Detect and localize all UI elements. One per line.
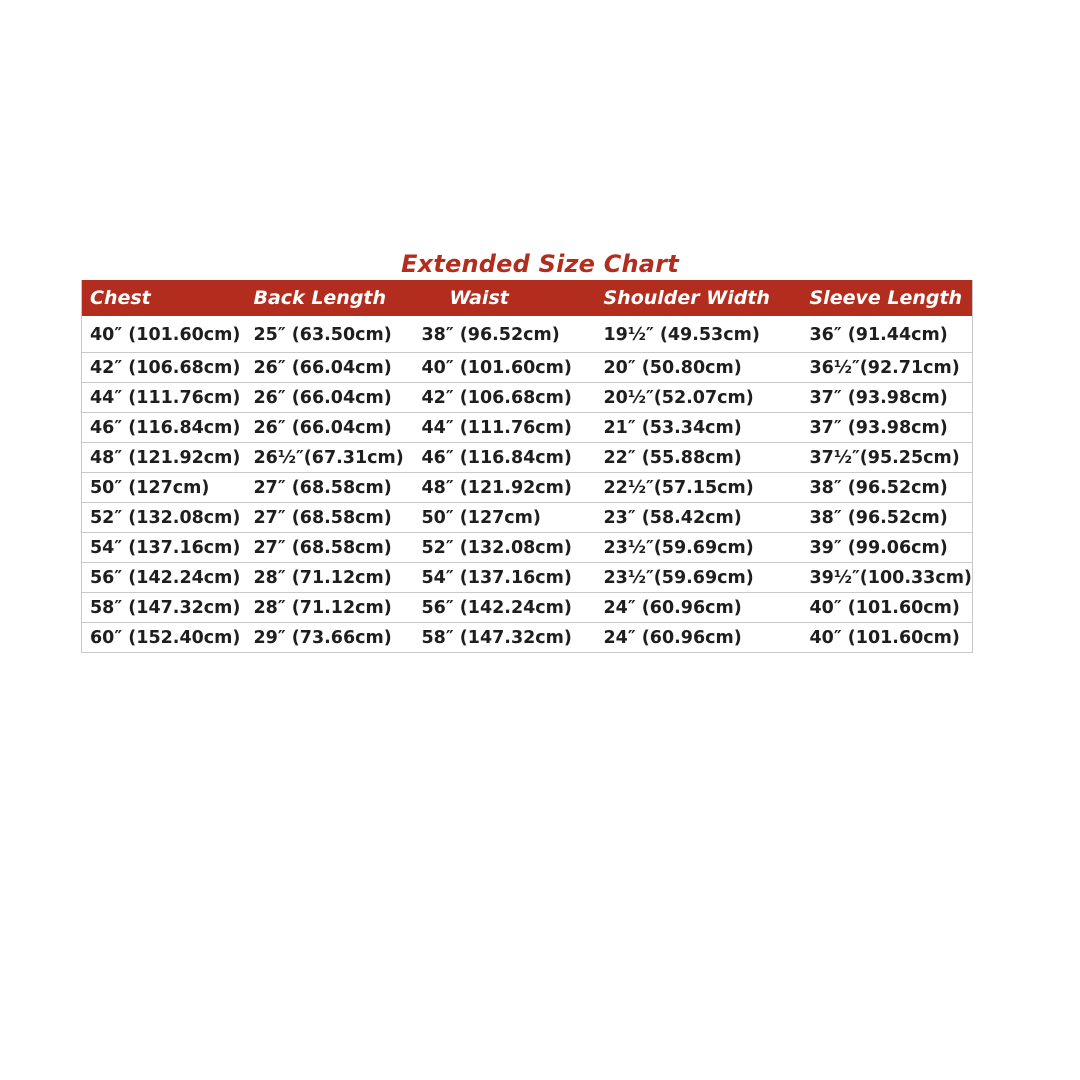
cell-shoulder-width: 22½″(57.15cm)	[602, 473, 808, 503]
cell-back-length: 26″ (66.04cm)	[250, 413, 420, 443]
table-row	[82, 353, 973, 383]
cell-chest: 44″ (111.76cm)	[82, 383, 250, 413]
cell-waist: 42″ (106.68cm)	[420, 383, 602, 413]
cell-waist: 54″ (137.16cm)	[420, 563, 602, 593]
cell-back-length: 29″ (73.66cm)	[250, 623, 420, 653]
cell-back-length: 27″ (68.58cm)	[250, 503, 420, 533]
cell-shoulder-width: 23½″(59.69cm)	[602, 563, 808, 593]
header-shoulder-width: Shoulder Width	[602, 280, 808, 316]
header-sleeve-length: Sleeve Length	[808, 280, 973, 316]
cell-chest: 42″ (106.68cm)	[82, 353, 250, 383]
table-row	[82, 593, 973, 623]
cell-waist: 50″ (127cm)	[420, 503, 602, 533]
table-row	[82, 503, 973, 533]
cell-waist: 44″ (111.76cm)	[420, 413, 602, 443]
cell-waist: 46″ (116.84cm)	[420, 443, 602, 473]
table-row	[82, 413, 973, 443]
table-row	[82, 623, 973, 653]
cell-back-length: 26½″(67.31cm)	[250, 443, 420, 473]
cell-sleeve-length: 39″ (99.06cm)	[808, 533, 973, 563]
table-row	[82, 473, 973, 503]
cell-shoulder-width: 20½″(52.07cm)	[602, 383, 808, 413]
cell-back-length: 27″ (68.58cm)	[250, 473, 420, 503]
table-row	[82, 443, 973, 473]
cell-waist: 58″ (147.32cm)	[420, 623, 602, 653]
header-chest: Chest	[82, 280, 250, 316]
cell-chest: 40″ (101.60cm)	[82, 316, 250, 353]
cell-waist: 48″ (121.92cm)	[420, 473, 602, 503]
cell-waist: 38″ (96.52cm)	[420, 316, 602, 353]
cell-back-length: 25″ (63.50cm)	[250, 316, 420, 353]
table-row	[82, 316, 973, 353]
cell-shoulder-width: 22″ (55.88cm)	[602, 443, 808, 473]
table-row	[82, 563, 973, 593]
cell-chest: 46″ (116.84cm)	[82, 413, 250, 443]
cell-chest: 48″ (121.92cm)	[82, 443, 250, 473]
chart-title: Extended Size Chart	[401, 250, 679, 278]
table-body	[82, 316, 973, 653]
cell-back-length: 26″ (66.04cm)	[250, 383, 420, 413]
cell-shoulder-width: 24″ (60.96cm)	[602, 593, 808, 623]
cell-shoulder-width: 23″ (58.42cm)	[602, 503, 808, 533]
cell-sleeve-length: 36″ (91.44cm)	[808, 316, 973, 353]
cell-shoulder-width: 23½″(59.69cm)	[602, 533, 808, 563]
cell-sleeve-length: 37″ (93.98cm)	[808, 413, 973, 443]
cell-back-length: 28″ (71.12cm)	[250, 563, 420, 593]
cell-sleeve-length: 38″ (96.52cm)	[808, 473, 973, 503]
cell-chest: 52″ (132.08cm)	[82, 503, 250, 533]
cell-back-length: 28″ (71.12cm)	[250, 593, 420, 623]
cell-sleeve-length: 40″ (101.60cm)	[808, 623, 973, 653]
cell-sleeve-length: 37½″(95.25cm)	[808, 443, 973, 473]
cell-shoulder-width: 19½″ (49.53cm)	[602, 316, 808, 353]
cell-back-length: 27″ (68.58cm)	[250, 533, 420, 563]
cell-sleeve-length: 37″ (93.98cm)	[808, 383, 973, 413]
cell-chest: 50″ (127cm)	[82, 473, 250, 503]
size-chart-table	[81, 280, 973, 653]
cell-chest: 56″ (142.24cm)	[82, 563, 250, 593]
cell-chest: 58″ (147.32cm)	[82, 593, 250, 623]
cell-back-length: 26″ (66.04cm)	[250, 353, 420, 383]
cell-waist: 52″ (132.08cm)	[420, 533, 602, 563]
cell-shoulder-width: 20″ (50.80cm)	[602, 353, 808, 383]
cell-sleeve-length: 40″ (101.60cm)	[808, 593, 973, 623]
cell-waist: 40″ (101.60cm)	[420, 353, 602, 383]
cell-sleeve-length: 36½″(92.71cm)	[808, 353, 973, 383]
cell-waist: 56″ (142.24cm)	[420, 593, 602, 623]
cell-chest: 60″ (152.40cm)	[82, 623, 250, 653]
cell-shoulder-width: 24″ (60.96cm)	[602, 623, 808, 653]
cell-sleeve-length: 38″ (96.52cm)	[808, 503, 973, 533]
table-row	[82, 533, 973, 563]
cell-chest: 54″ (137.16cm)	[82, 533, 250, 563]
cell-shoulder-width: 21″ (53.34cm)	[602, 413, 808, 443]
table-header-row	[82, 280, 973, 316]
header-back-length: Back Length	[250, 280, 420, 316]
table-row	[82, 383, 973, 413]
header-waist: Waist	[420, 280, 602, 316]
cell-sleeve-length: 39½″(100.33cm)	[808, 563, 973, 593]
